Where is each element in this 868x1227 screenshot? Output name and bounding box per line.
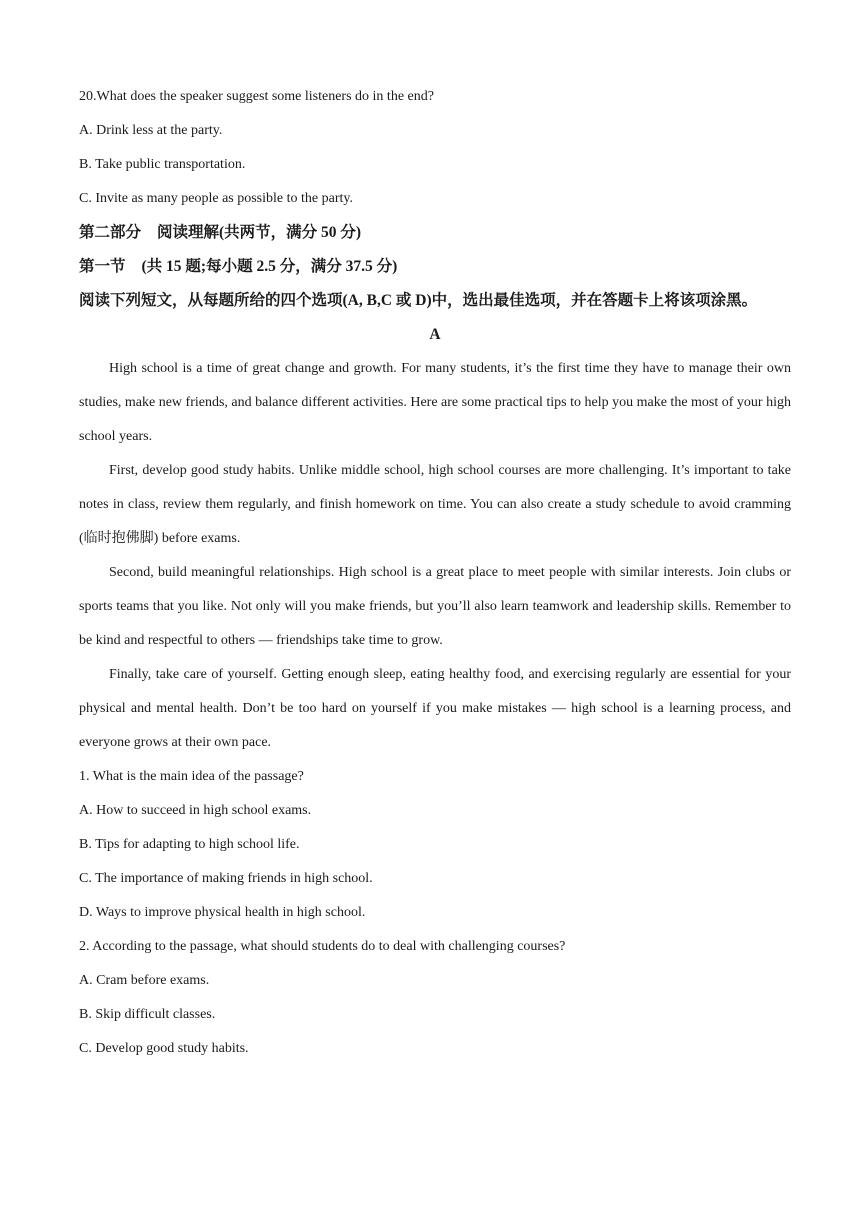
question-2-option-a: A. Cram before exams.: [79, 973, 210, 988]
question-1-option-c: C. The importance of making friends in high school.: [79, 871, 373, 886]
question-1-option-d: D. Ways to improve physical health in high school.: [79, 905, 366, 920]
section-1-title: (共 15 题;每小题 2.5 分，满分 37.5 分): [141, 258, 398, 275]
reading-instructions: 阅读下列短文，从每题所给的四个选项(A, B,C 或 D)中，选出最佳选项，并在答题卡上将该项涂黑。: [79, 292, 758, 309]
question-1-option-b: B. Tips for adapting to high school life.: [79, 837, 300, 852]
section-1-label: 第一节: [79, 258, 126, 275]
question-20-option-a: A. Drink less at the party.: [79, 123, 223, 138]
question-20: 20.What does the speaker suggest some listeners do in the end?: [79, 89, 434, 104]
passage-label: A: [429, 326, 441, 343]
question-1: 1. What is the main idea of the passage?: [79, 769, 304, 784]
passage-paragraph-2: First, develop good study habits. Unlike middle school, high school courses are more challenging. It’s important to take notes in class, review them regularly, and finish homework on time. You can also create a study schedule to avoid cramming (临时抱佛脚) before exams.: [79, 463, 791, 546]
passage-paragraph-1: High school is a time of great change and growth. For many students, it’s the first time they have to manage their own studies, make new friends, and balance different activities. Here are some practical tips to help you make the most of your high school years.: [79, 361, 791, 444]
section-1-heading: [79, 250, 791, 284]
passage-paragraph-3: Second, build meaningful relationships. High school is a great place to meet people with similar interests. Join clubs or sports teams that you like. Not only will you make friends, but you’ll also learn teamwork and leadership skills. Remember to be kind and respectful to others — friendships take time to grow.: [79, 565, 791, 648]
question-2: 2. According to the passage, what should students do to deal with challenging courses?: [79, 939, 566, 954]
passage-paragraph-4: Finally, take care of yourself. Getting enough sleep, eating healthy food, and exercising regularly are essential for your physical and mental health. Don’t be too hard on yourself if you make mistakes — high school is a learning process, and everyone grows at their own pace.: [79, 667, 791, 750]
question-2-option-c: C. Develop good study habits.: [79, 1041, 249, 1056]
question-1-option-a: A. How to succeed in high school exams.: [79, 803, 312, 818]
part-2-title: 阅读理解(共两节，满分 50 分): [157, 224, 362, 241]
part-2-heading: [79, 216, 791, 250]
question-2-option-b: B. Skip difficult classes.: [79, 1007, 216, 1022]
question-20-option-c: C. Invite as many people as possible to the party.: [79, 191, 353, 206]
part-2-label: 第二部分: [79, 224, 142, 241]
document-page: [79, 80, 791, 1066]
question-20-option-b: B. Take public transportation.: [79, 157, 246, 172]
